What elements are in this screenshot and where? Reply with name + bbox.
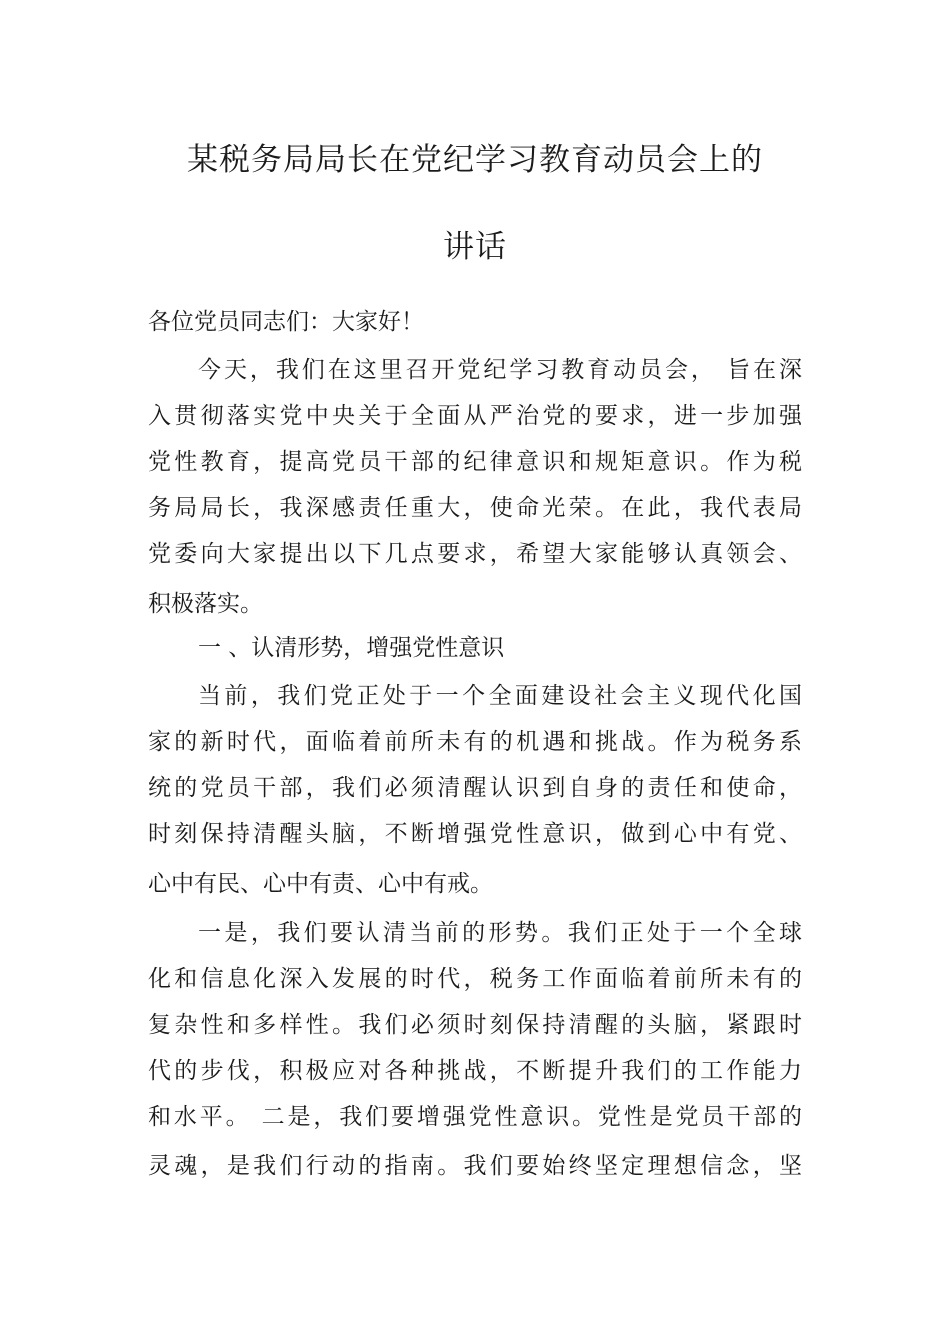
document-title-line-1: 某税务局局长在党纪学习教育动员会上的 [187, 142, 763, 178]
paragraph-line: 积极落实。 [148, 591, 263, 617]
paragraph-line: 统的党员干部，我们必须清醒认识到自身的责任和使命， [148, 775, 802, 801]
paragraph-line: 化和信息化深入发展的时代，税务工作面临着前所未有的 [148, 966, 802, 992]
paragraph-line: 当前，我们党正处于一个全面建设社会主义现代化国 [198, 683, 802, 709]
paragraph-line: 今天，我们在这里召开党纪学习教育动员会， 旨在深 [198, 357, 802, 383]
document-title-line-2: 讲话 [443, 229, 507, 265]
paragraph-line: 复杂性和多样性。我们必须时刻保持清醒的头脑，紧跟时 [148, 1012, 802, 1038]
paragraph-line: 和水平。 二是，我们要增强党性意识。党性是党员干部的 [148, 1104, 802, 1130]
paragraph-line: 时刻保持清醒头脑，不断增强党性意识，做到心中有党、 [148, 821, 802, 847]
paragraph-line: 党性教育，提高党员干部的纪律意识和规矩意识。作为税 [148, 449, 802, 475]
paragraph-line: 一是，我们要认清当前的形势。我们正处于一个全球 [198, 920, 802, 946]
salutation: 各位党员同志们：大家好！ [148, 309, 424, 335]
paragraph-line: 党委向大家提出以下几点要求，希望大家能够认真领会、 [148, 541, 802, 567]
section-heading: 一 、认清形势，增强党性意识 [198, 635, 505, 661]
paragraph-line: 灵魂，是我们行动的指南。我们要始终坚定理想信念，坚 [148, 1153, 802, 1179]
paragraph-line: 务局局长，我深感责任重大，使命光荣。在此，我代表局 [148, 495, 802, 521]
paragraph-line: 入贯彻落实党中央关于全面从严治党的要求，进一步加强 [148, 403, 802, 429]
paragraph-line: 心中有民、心中有责、心中有戒。 [148, 871, 493, 897]
paragraph-line: 代的步伐，积极应对各种挑战，不断提升我们的工作能力 [148, 1058, 802, 1084]
paragraph-line: 家的新时代，面临着前所未有的机遇和挑战。作为税务系 [148, 729, 802, 755]
